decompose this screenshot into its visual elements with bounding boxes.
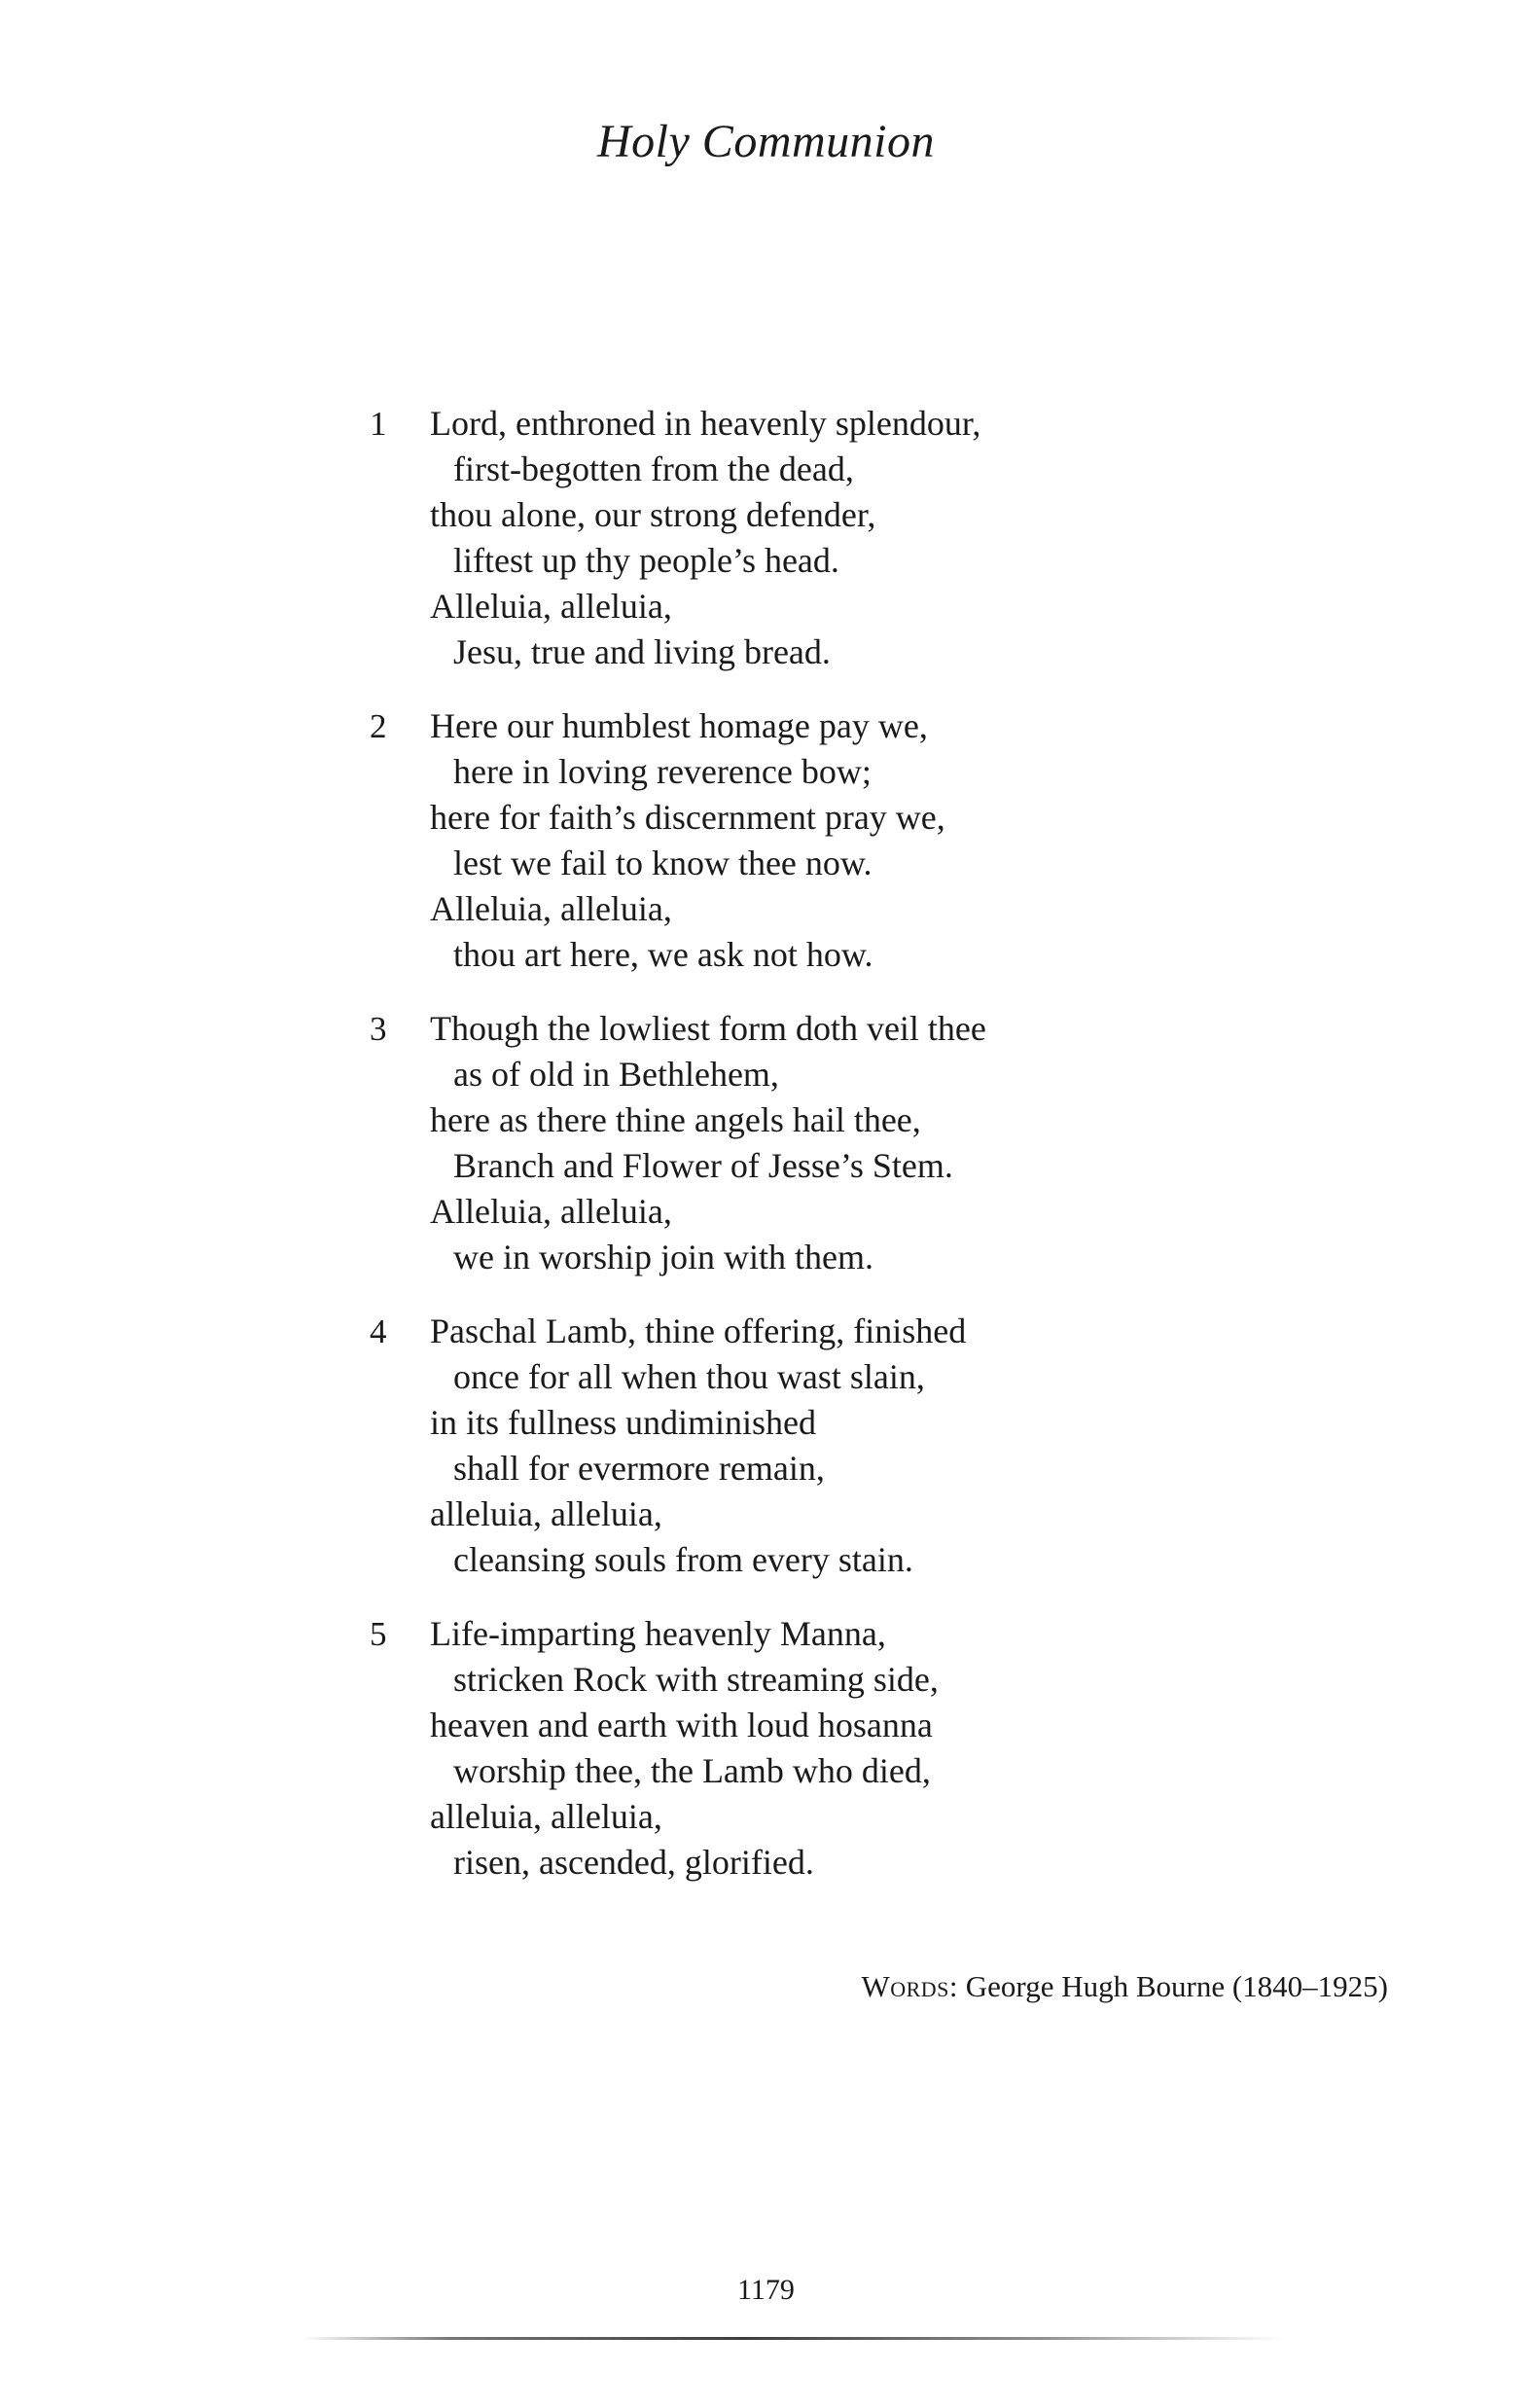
verse-line: liftest up thy people’s head.: [453, 541, 839, 580]
verse-line: Alleluia, alleluia,: [430, 889, 672, 928]
bottom-rule: [302, 2337, 1284, 2340]
verse-line: we in worship join with them.: [453, 1238, 873, 1276]
verse-lines: [430, 1006, 1109, 1280]
verse-line: risen, ascended, glorified.: [453, 1843, 814, 1882]
verse-lines: [430, 401, 1109, 675]
page-number: 1179: [737, 2274, 795, 2306]
verse-line: Lord, enthroned in heavenly splendour,: [430, 404, 981, 443]
verse-line: lest we fail to know thee now.: [453, 844, 873, 882]
verse-4: [370, 1309, 1109, 1583]
verse-number: 1: [370, 405, 387, 443]
verse-line: here in loving reverence bow;: [453, 752, 872, 791]
verse-1: [370, 401, 1109, 675]
verse-line: stricken Rock with streaming side,: [453, 1660, 939, 1699]
verse-line: Alleluia, alleluia,: [430, 1192, 672, 1231]
verse-line: alleluia, alleluia,: [430, 1797, 662, 1836]
verse-line: Alleluia, alleluia,: [430, 587, 672, 626]
verse-number: 5: [370, 1615, 387, 1653]
verse-line: Though the lowliest form doth veil thee: [430, 1009, 986, 1048]
verse-line: as of old in Bethlehem,: [453, 1055, 779, 1094]
verse-line: Life-imparting heavenly Manna,: [430, 1614, 886, 1653]
verse-lines: [430, 1611, 1109, 1886]
verse-line: worship thee, the Lamb who died,: [453, 1751, 931, 1790]
verse-line: first-begotten from the dead,: [453, 449, 854, 488]
verse-line: Branch and Flower of Jesse’s Stem.: [453, 1146, 953, 1185]
verse-line: thou alone, our strong defender,: [430, 495, 876, 534]
verse-line: once for all when thou wast slain,: [453, 1357, 925, 1396]
verse-line: cleansing souls from every stain.: [453, 1540, 913, 1579]
verse-number: 3: [370, 1010, 387, 1048]
verse-lines: [430, 703, 1109, 978]
verse-line: shall for evermore remain,: [453, 1449, 825, 1488]
verse-line: Jesu, true and living bread.: [453, 632, 831, 671]
verse-line: here as there thine angels hail thee,: [430, 1100, 921, 1139]
attribution-text: George Hugh Bourne (1840–1925): [965, 1969, 1388, 2003]
verse-line: here for faith’s discernment pray we,: [430, 798, 945, 837]
verse-5: [370, 1611, 1109, 1886]
verse-2: [370, 703, 1109, 978]
verse-number: 4: [370, 1312, 387, 1350]
attribution-label: Words:: [861, 1969, 959, 2003]
verse-3: [370, 1006, 1109, 1280]
verse-line: Here our humblest homage pay we,: [430, 706, 928, 745]
attribution: [861, 1969, 1388, 2004]
running-head: Holy Communion: [597, 116, 935, 167]
verse-line: thou art here, we ask not how.: [453, 935, 873, 974]
verse-line: in its fullness undiminished: [430, 1403, 817, 1442]
hymn-text: [370, 401, 1109, 1914]
verse-line: Paschal Lamb, thine offering, finished: [430, 1312, 967, 1350]
verse-line: alleluia, alleluia,: [430, 1494, 662, 1533]
verse-number: 2: [370, 707, 387, 745]
verse-lines: [430, 1309, 1109, 1583]
verse-line: heaven and earth with loud hosanna: [430, 1706, 933, 1744]
